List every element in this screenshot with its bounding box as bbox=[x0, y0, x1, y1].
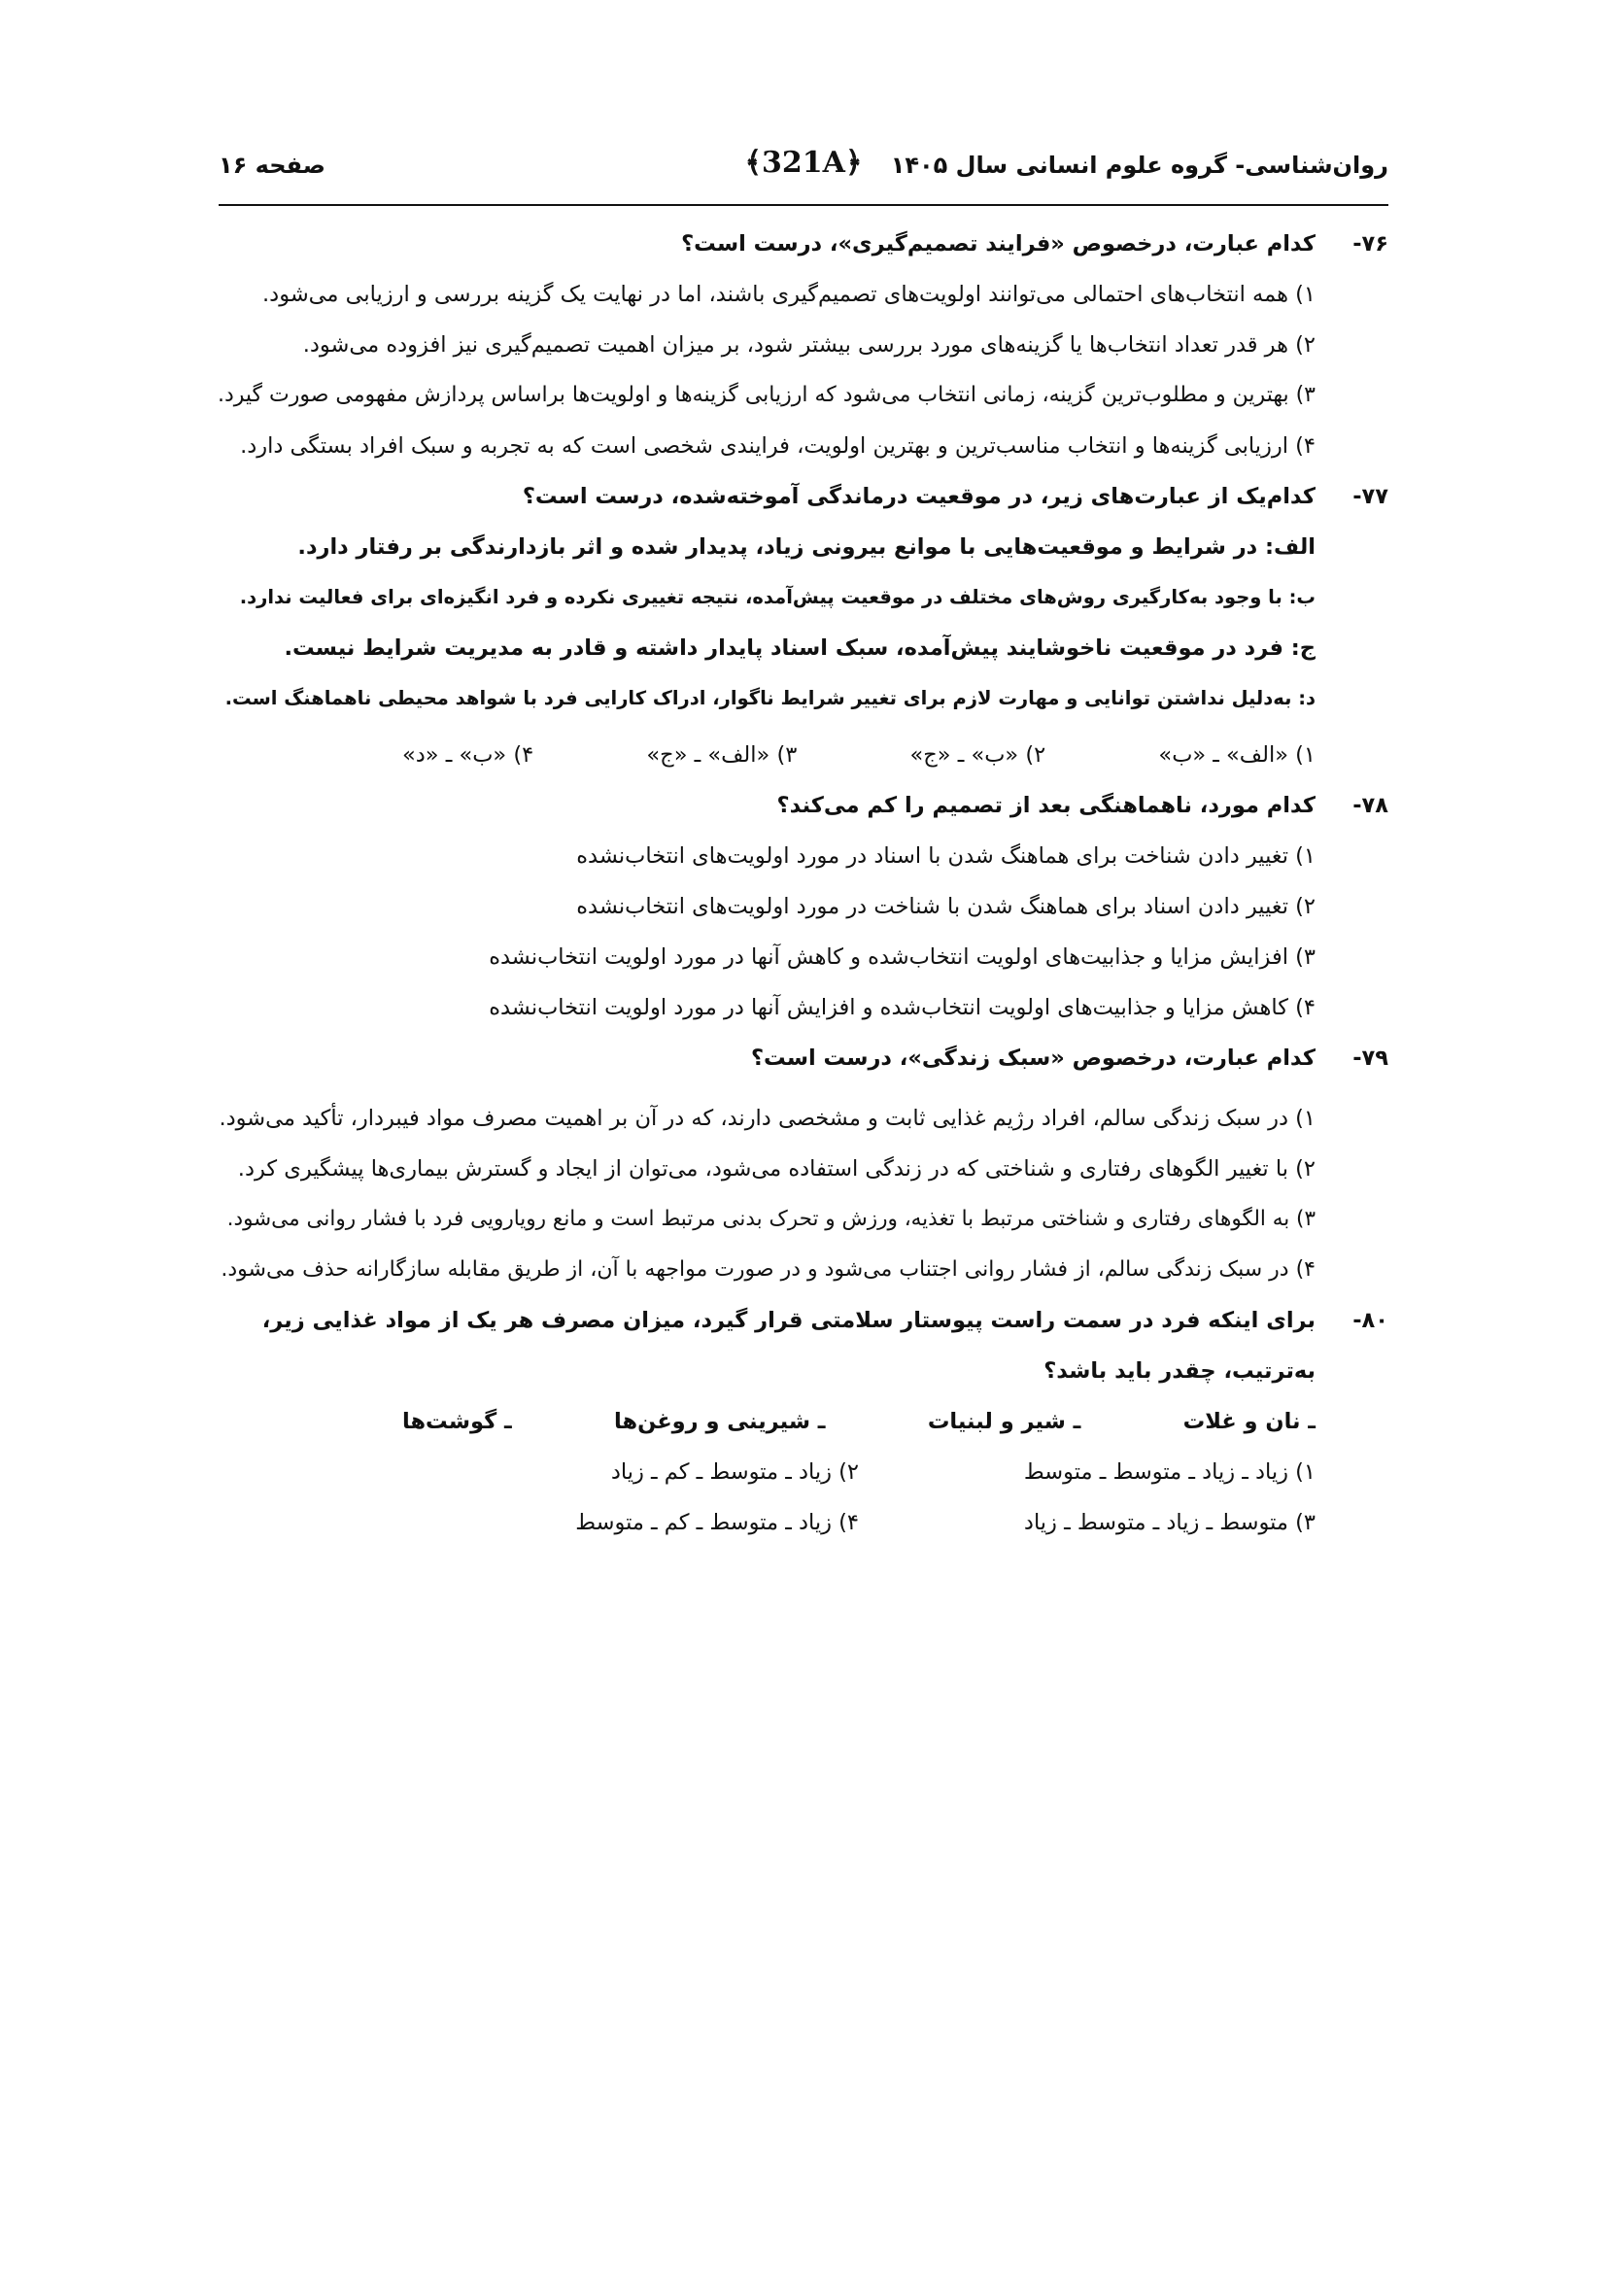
question-78 bbox=[214, 780, 1388, 1033]
option-3: ۳) بهترین و مطلوب‌ترین گزینه، زمانی انتخاب می‌شود که ارزیابی گزینه‌ها و اولویت‌ها براساس پردازش مفهومی صورت گیرد. bbox=[217, 383, 1316, 407]
option-1: ۱) همه انتخاب‌های احتمالی می‌توانند اولویت‌های تصمیم‌گیری باشند، اما در نهایت یک گزینه بررسی و ارزیابی می‌شود. bbox=[262, 282, 1316, 307]
statement-be: ب: با وجود به‌کارگیری روش‌های مختلف در موقعیت پیش‌آمده، نتیجه تغییری نکرده و فرد انگیزه‌ای برای فعالیت ندارد. bbox=[239, 586, 1316, 608]
option-2: ۲) هر قدر تعداد انتخاب‌ها یا گزینه‌های مورد بررسی بیشتر شود، بر میزان اهمیت تصمیم‌گیری نیز افزوده می‌شود. bbox=[302, 332, 1316, 358]
options-grid bbox=[402, 1447, 1316, 1548]
option-2: ۲) تغییر دادن اسناد برای هماهنگ شدن با شناخت در مورد اولویت‌های انتخاب‌نشده bbox=[576, 894, 1316, 919]
page-header bbox=[219, 146, 1388, 194]
question-80 bbox=[214, 1295, 1388, 1548]
option-3: ۳) به الگوهای رفتاری و شناختی مرتبط با تغذیه، ورزش و تحرک بدنی مرتبط است و مانع رویارویی فرد با فشار روانی می‌شود. bbox=[226, 1207, 1316, 1231]
questions bbox=[214, 219, 1388, 1548]
question-number: ۷۶- bbox=[1352, 231, 1388, 257]
option-4: ۴) «ب» ـ «د» bbox=[402, 742, 534, 768]
statement-alef: الف: در شرایط و موقعیت‌هایی با موانع بیرونی زیاد، پدیدار شده و اثر بازدارندگی بر رفتار دارد. bbox=[297, 534, 1316, 560]
question-76 bbox=[214, 219, 1388, 471]
food-group-sweets-oils: ـ شیرینی و روغن‌ها bbox=[614, 1409, 826, 1434]
question-stem: کدام عبارت، درخصوص «فرایند تصمیم‌گیری»، درست است؟ bbox=[681, 231, 1316, 257]
option-1: ۱) تغییر دادن شناخت برای هماهنگ شدن با اسناد در مورد اولویت‌های انتخاب‌نشده bbox=[576, 843, 1316, 869]
option-2: ۲) «ب» ـ «ج» bbox=[909, 742, 1046, 768]
question-stem: برای اینکه فرد در سمت راست پیوستار سلامتی قرار گیرد، میزان مصرف هر یک از مواد غذایی زیر، به‌ترتیب، چقدر باید باشد؟ bbox=[261, 1308, 1316, 1384]
booklet-code: ﴾321A﴿ bbox=[744, 146, 863, 180]
option-2: ۲) با تغییر الگوهای رفتاری و شناختی که در زندگی استفاده می‌شود، می‌توان از ایجاد و گسترش بیماری‌ها پیشگیری کرد. bbox=[237, 1156, 1316, 1182]
option-4: ۴) زیاد ـ متوسط ـ کم ـ متوسط bbox=[575, 1510, 859, 1535]
option-4: ۴) در سبک زندگی سالم، از فشار روانی اجتناب می‌شود و در صورت مواجهه با آن، از طریق مقابله سازگارانه حذف می‌شود. bbox=[221, 1257, 1316, 1282]
question-number: ۸۰- bbox=[1352, 1308, 1388, 1333]
option-1: ۱) در سبک زندگی سالم، افراد رژیم غذایی ثابت و مشخصی دارند، که در آن بر اهمیت مصرف مواد فیبردار، تأکید می‌شود. bbox=[219, 1106, 1316, 1131]
statement-dal: د: به‌دلیل نداشتن توانایی و مهارت لازم برای تغییر شرایط ناگوار، ادراک کارایی فرد با شواهد محیطی ناهماهنگ است. bbox=[224, 687, 1316, 709]
option-1: ۱) «الف» ـ «ب» bbox=[1158, 742, 1316, 768]
header-divider bbox=[219, 204, 1388, 206]
food-group-meats: ـ گوشت‌ها bbox=[402, 1409, 512, 1434]
option-4: ۴) کاهش مزایا و جذابیت‌های اولویت انتخاب‌شده و افزایش آنها در مورد اولویت انتخاب‌نشده bbox=[489, 995, 1316, 1020]
food-groups bbox=[402, 1396, 1316, 1447]
question-77 bbox=[214, 471, 1388, 780]
page-number: صفحه ۱۶ bbox=[219, 152, 325, 179]
food-group-grains: ـ نان و غلات bbox=[1182, 1409, 1316, 1434]
statement-jim: ج: فرد در موقعیت ناخوشایند پیش‌آمده، سبک اسناد پایدار داشته و قادر به مدیریت شرایط نیست. bbox=[284, 635, 1316, 661]
options-row bbox=[402, 730, 1316, 780]
food-group-dairy: ـ شیر و لبنیات bbox=[927, 1409, 1081, 1434]
spacer bbox=[214, 1083, 1316, 1093]
option-3: ۳) «الف» ـ «ج» bbox=[646, 742, 798, 768]
question-stem: کدام مورد، ناهماهنگی بعد از تصمیم را کم می‌کند؟ bbox=[776, 793, 1316, 818]
option-1: ۱) زیاد ـ زیاد ـ متوسط ـ متوسط bbox=[1023, 1459, 1316, 1485]
option-3: ۳) افزایش مزایا و جذابیت‌های اولویت انتخاب‌شده و کاهش آنها در مورد اولویت انتخاب‌نشده bbox=[489, 944, 1316, 970]
question-stem: کدام‌یک از عبارت‌های زیر، در موقعیت درماندگی آموخته‌شده، درست است؟ bbox=[522, 484, 1316, 509]
question-number: ۷۸- bbox=[1352, 793, 1388, 818]
option-3: ۳) متوسط ـ زیاد ـ متوسط ـ زیاد bbox=[1023, 1510, 1316, 1535]
exam-title: روان‌شناسی- گروه علوم انسانی سال ۱۴۰۵ bbox=[890, 152, 1388, 179]
question-number: ۷۷- bbox=[1352, 484, 1388, 509]
question-stem: کدام عبارت، درخصوص «سبک زندگی»، درست است؟ bbox=[750, 1045, 1316, 1071]
option-4: ۴) ارزیابی گزینه‌ها و انتخاب مناسب‌ترین و بهترین اولویت، فرایندی شخصی است که به تجربه و سبک افراد بستگی دارد. bbox=[240, 433, 1316, 459]
question-number: ۷۹- bbox=[1352, 1045, 1388, 1071]
question-79 bbox=[214, 1033, 1388, 1295]
option-2: ۲) زیاد ـ متوسط ـ کم ـ زیاد bbox=[610, 1459, 859, 1485]
